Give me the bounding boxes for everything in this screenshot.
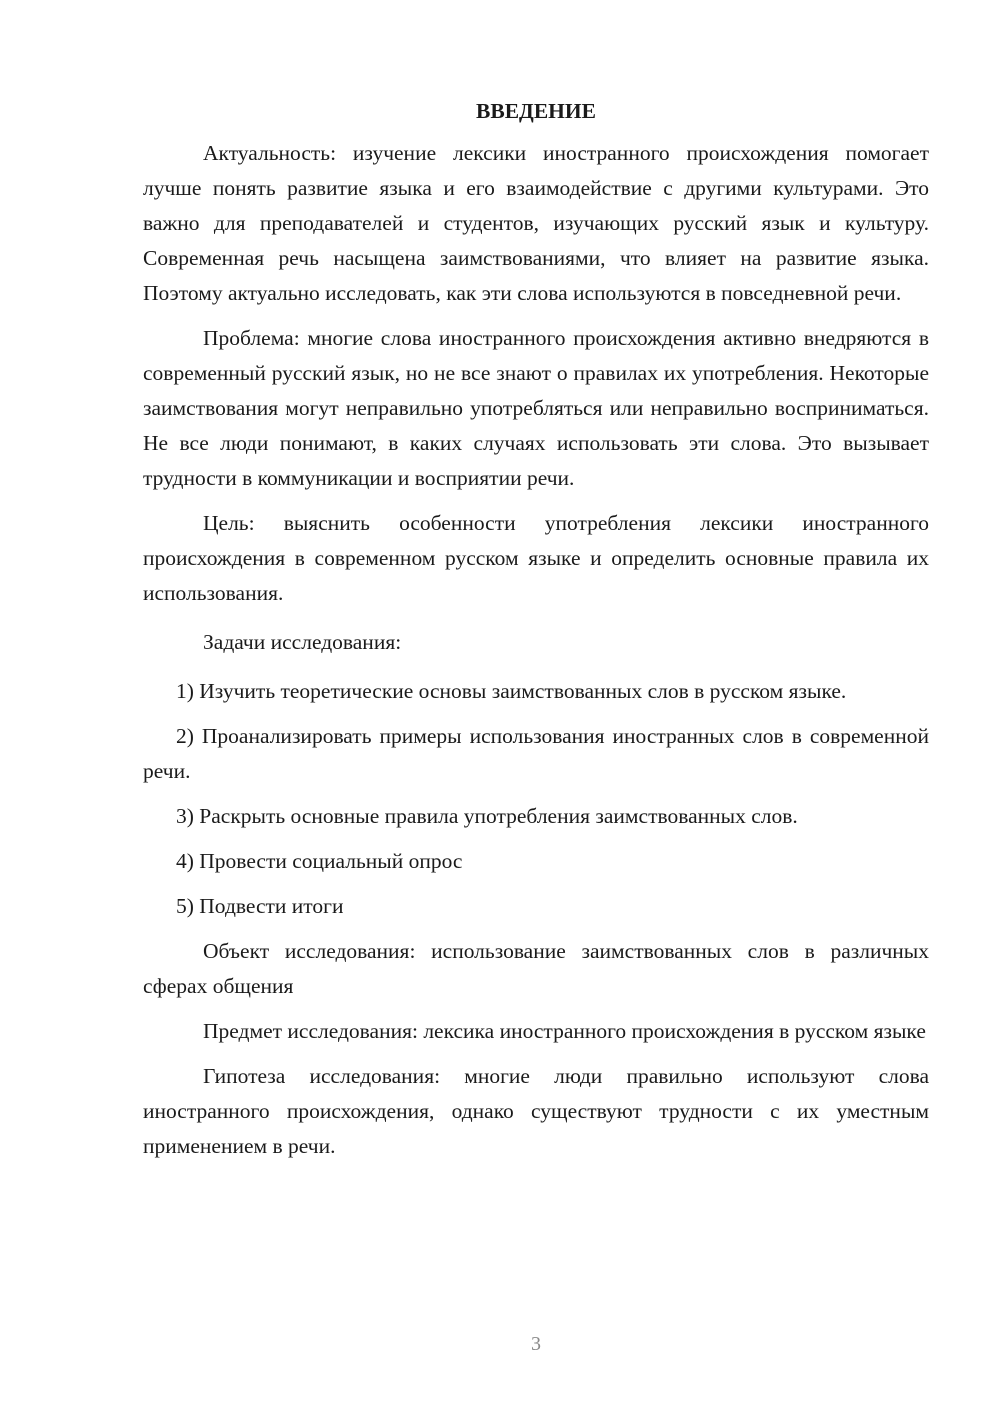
list-item: 3) Раскрыть основные правила употребления заимствованных слов.	[176, 804, 798, 828]
tasks-list	[143, 674, 929, 924]
list-item: 1) Изучить теоретические основы заимствованных слов в русском языке.	[176, 679, 847, 703]
page-number: 3	[531, 1333, 541, 1355]
page-title: ВВЕДЕНИЕ	[476, 99, 596, 123]
list-item: 2) Проанализировать примеры использования иностранных слов в современной речи.	[143, 724, 929, 783]
paragraph-hypothesis: Гипотеза исследования: многие люди правильно используют слова иностранного происхождения, однако существуют трудности с их уместным применением в речи.	[143, 1064, 929, 1158]
paragraph-problem: Проблема: многие слова иностранного происхождения активно внедряются в современный русский язык, но не все знают о правилах их употребления. Некоторые заимствования могут неправильно употребляться или неправильно восприниматься. Не все люди понимают, в каких случаях использовать эти слова. Это вызывает трудности в коммуникации и восприятии речи.	[143, 326, 929, 490]
paragraph-goal: Цель: выяснить особенности употребления лексики иностранного происхождения в современном русском языке и определить основные правила их использования.	[143, 511, 929, 605]
list-item: 5) Подвести итоги	[176, 894, 344, 918]
paragraph-object: Объект исследования: использование заимствованных слов в различных сферах общения	[143, 939, 929, 998]
tasks-heading: Задачи исследования:	[203, 630, 402, 654]
paragraph-subject: Предмет исследования: лексика иностранного происхождения в русском языке	[203, 1019, 926, 1043]
list-item: 4) Провести социальный опрос	[176, 849, 463, 873]
paragraph-relevance: Актуальность: изучение лексики иностранного происхождения помогает лучше понять развитие языка и его взаимодействие с другими культурами. Это важно для преподавателей и студентов, изучающих русский язык и культуру. Современная речь насыщена заимствованиями, что влияет на развитие языка. Поэтому актуально исследовать, как эти слова используются в повседневной речи.	[143, 141, 929, 305]
document-page	[143, 96, 929, 1174]
